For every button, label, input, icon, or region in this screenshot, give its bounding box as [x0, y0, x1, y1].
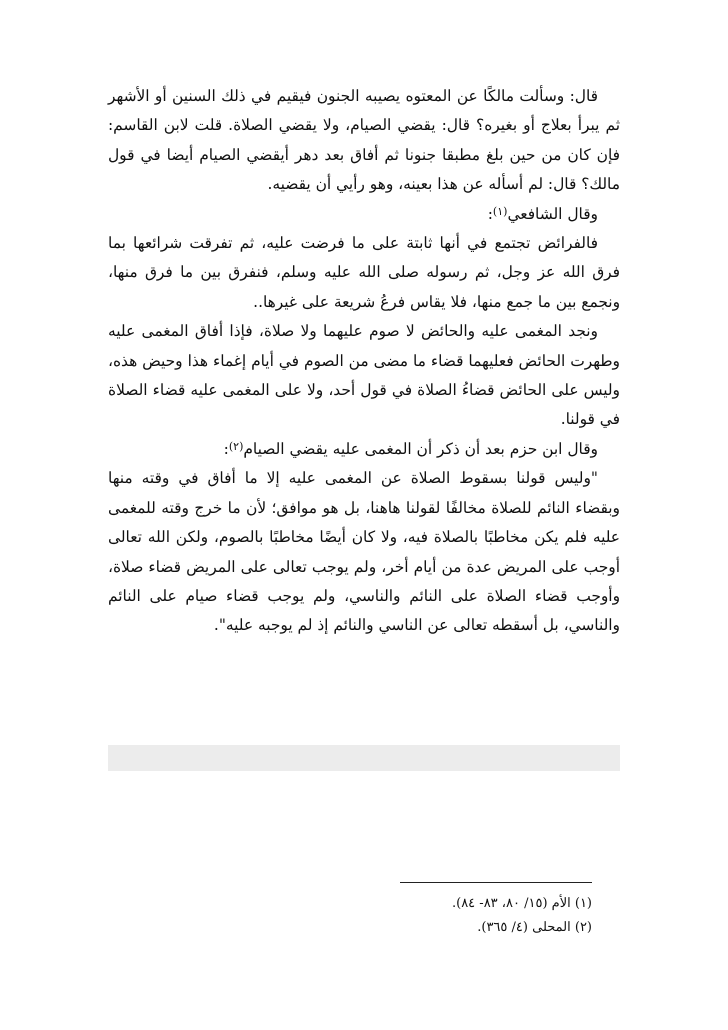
main-text: [108, 82, 620, 641]
paragraph-mughma-alayh: ونجد المغمى عليه والحائض لا صوم عليهما ولا صلاة، فإذا أفاق المغمى عليه وطهرت الحائض فعليهما قضاء ما مضى من الصوم في أيام إغماء هذا وحيض هذه، وليس على الحائض قضاءُ الصلاة في قول أحد، ولا على المغمى عليه قضاء الصلاة في قولنا.: [108, 322, 620, 429]
ibn-hazm-heading-colon: :: [223, 439, 229, 458]
paragraph-shafii-heading: [108, 200, 620, 229]
footnote-marker-2: (٢): [228, 439, 244, 453]
ibn-hazm-heading-text: وقال ابن حزم بعد أن ذكر أن المغمى عليه يقضي الصيام: [243, 439, 598, 458]
footnote-2: (٢) المحلى (٤/ ٣٦٥).: [477, 920, 592, 935]
paragraph-malik-question: قال: وسألت مالكًا عن المعتوه يصيبه الجنون فيقيم في ذلك السنين أو الأشهر ثم يبرأ بعلاج أو بغيره؟ قال: يقضي الصيام، ولا يقضي الصلاة. قلت لابن القاسم: فإن كان من حين بلغ مطبقا جنونا ثم أفاق بعد دهر أيقضي الصيام أيضا في قول مالك؟ قال: لم أسأله عن هذا بعينه، وهو رأيي أن يقضيه.: [108, 87, 620, 194]
footnote-marker-1: (١): [492, 204, 508, 218]
shafii-heading-text: وقال الشافعي: [507, 204, 598, 223]
shafii-heading-colon: :: [487, 204, 493, 223]
paragraph-faraid: فالفرائض تجتمع في أنها ثابتة على ما فرضت عليه، ثم تفرقت شرائعها بما فرق الله عز وجل، ثم رسوله صلى الله عليه وسلم، فنفرق بين ما فرق منها، ونجمع بين ما جمع منها، فلا يقاس فرعُ شريعة على غيرها..: [108, 234, 620, 311]
paragraph-ibn-hazm-quote: "وليس قولنا بسقوط الصلاة عن المغمى عليه إلا ما أفاق في وقته منها وبقضاء النائم للصلاة مخالفًا لقولنا هاهنا، بل هو موافق؛ لأن ما خرج وقته للمغمى عليه فلم يكن مخاطبًا بالصلاة فيه، ولا كان أيضًا مخاطبًا بالصوم، ولكن الله تعالى أوجب على المريض عدة من أيام أخر، ولم يوجب تعالى على المريض قضاء صلاة، وأوجب قضاء الصلاة على النائم والناسي، ولم يوجب قضاء صيام على النائم والناسي، بل أسقطه تعالى عن الناسي والنائم إذ لم يوجبه عليه".: [108, 469, 620, 635]
footnotes: [300, 892, 592, 940]
gray-divider-band: [108, 745, 620, 771]
paragraph-ibn-hazm-heading: [108, 435, 620, 464]
footnote-1: (١) الأم (١٥/ ٨٠، ٨٣- ٨٤).: [451, 896, 592, 911]
footnote-separator: [400, 882, 592, 883]
